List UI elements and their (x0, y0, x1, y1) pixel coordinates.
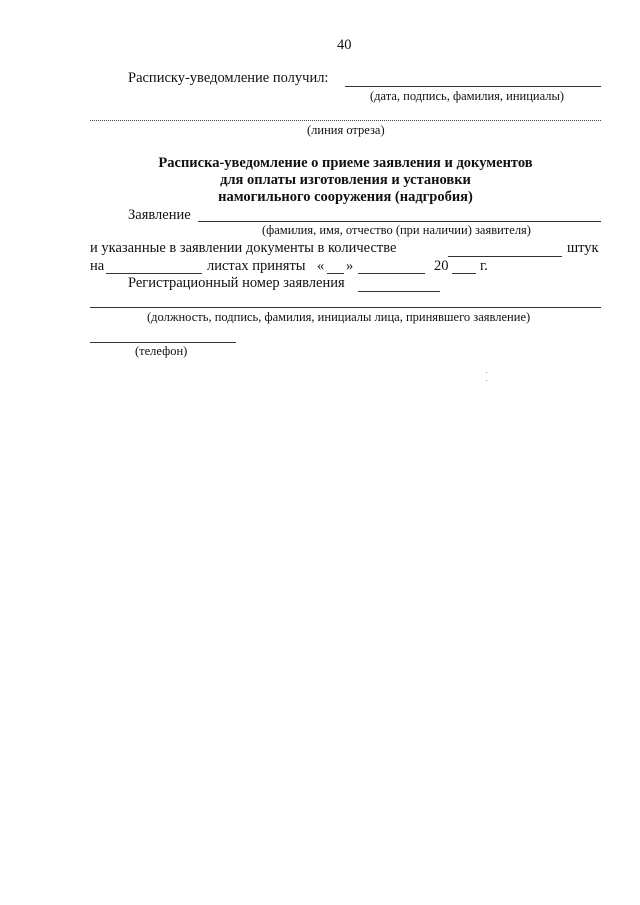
date-quote-open: « (317, 258, 325, 274)
sheets-text: листах приняты (207, 258, 306, 274)
cut-line (90, 120, 601, 121)
phone-line (90, 342, 236, 343)
documents-count-line (448, 256, 562, 257)
registration-number-line (358, 291, 440, 292)
registration-label: Регистрационный номер заявления (128, 275, 345, 291)
application-label: Заявление (128, 207, 191, 223)
year-line (452, 273, 476, 274)
form-title-line-3: намогильного сооружения (надгробия) (218, 189, 473, 205)
cut-line-hint: (линия отреза) (307, 123, 385, 137)
form-title-line-2: для оплаты изготовления и установки (220, 172, 471, 188)
receipt-received-line (345, 86, 601, 87)
date-day-line (327, 273, 344, 274)
documents-text: и указанные в заявлении документы в количестве (90, 240, 397, 256)
date-quote-close: » (346, 258, 354, 274)
year-suffix: г. (480, 258, 488, 274)
form-title-line-1: Расписка-уведомление о приеме заявления и документов (158, 155, 533, 171)
page-number: 40 (337, 37, 352, 53)
documents-unit: штук (567, 240, 599, 256)
phone-hint: (телефон) (135, 344, 188, 358)
scan-speck (486, 380, 487, 381)
sheets-on-label: на (90, 258, 105, 274)
sheets-count-line (106, 273, 202, 274)
date-month-line (358, 273, 425, 274)
application-line (198, 221, 601, 222)
receipt-received-hint: (дата, подпись, фамилия, инициалы) (370, 89, 565, 103)
application-hint: (фамилия, имя, отчество (при наличии) заявителя) (262, 223, 531, 237)
scan-speck (486, 372, 487, 373)
receipt-received-label: Расписку-уведомление получил: (128, 70, 329, 86)
official-signature-line (90, 307, 601, 308)
official-hint: (должность, подпись, фамилия, инициалы лица, принявшего заявление) (147, 310, 531, 324)
year-prefix: 20 (434, 258, 449, 274)
